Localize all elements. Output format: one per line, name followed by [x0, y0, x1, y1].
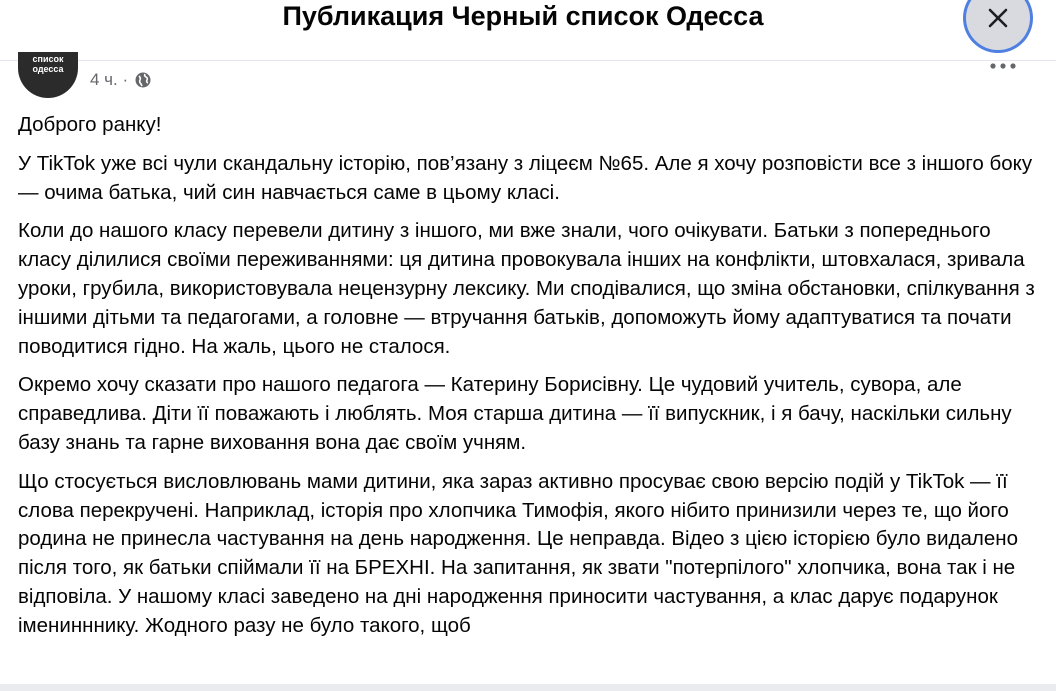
post-timestamp[interactable]: 4 ч. ·: [90, 70, 129, 89]
post-paragraph: Окремо хочу сказати про нашого педагога — Катерину Борисівну. Це чудовий учитель, сувора, але справедлива. Діти її поважають і люблять. Моя старша дитина — її випускник, і я бачу, наскільки сильну базу знань та гарне виховання вона дає своїм учням.: [18, 373, 1012, 454]
avatar-text-line1: список: [32, 54, 64, 64]
avatar[interactable]: [18, 52, 78, 98]
post-body: [18, 111, 1038, 651]
post-paragraph: Що стосується висловлювань мами дитини, яка зараз активно просуває свою версію подій у TikTok — її слова перекручені. Наприклад, історія про хлопчика Тимофія, якого нібито принизили через те, що його родина не принесла частування на день народження. Це неправда. Відео з цією історією було видалено після того, як батьки спіймали її на БРЕХНІ. На запитання, як звати "потерпілого" хлопчика, вона так і не відповіла. У нашому класі заведено на дні народження приносити частування, а клас дарує подарунок іменинннику. Жодного разу не було такого, щоб: [18, 469, 1018, 637]
avatar-label: [18, 52, 78, 74]
dialog-title: Публикация Черный список Одесса: [282, 1, 764, 31]
bottom-divider: [0, 684, 1056, 691]
avatar-text-line2: одесса: [32, 64, 64, 74]
globe-icon: [134, 71, 152, 89]
close-button[interactable]: [966, 0, 1030, 50]
more-options-icon[interactable]: [988, 60, 1018, 72]
post-paragraph: У TikTok уже всі чули скандальну історію, пов’язану з ліцеєм №65. Але я хочу розповісти все з іншого боку — очима батька, чий син навчається саме в цьому класі.: [18, 151, 1033, 204]
post-paragraph-greeting: Доброго ранку!: [18, 113, 162, 136]
dialog-header: [0, 0, 1056, 61]
post-meta: [0, 54, 1056, 100]
close-icon: [986, 6, 1010, 30]
post-paragraph: Коли до нашого класу перевели дитину з іншого, ми вже знали, чого очікувати. Батьки з попереднього класу ділилися своїми переживаннями: ця дитина провокувала інших на конфлікти, штовхалася, зривала уроки, грубила, використовувала нецензурну лексику. Ми сподівалися, що зміна обстановки, спілкування з іншими дітьми та педагогами, а головне — втручання батьків, допоможуть йому адаптуватися та почати поводитися гідно. На жаль, цього не сталося.: [18, 219, 1035, 358]
